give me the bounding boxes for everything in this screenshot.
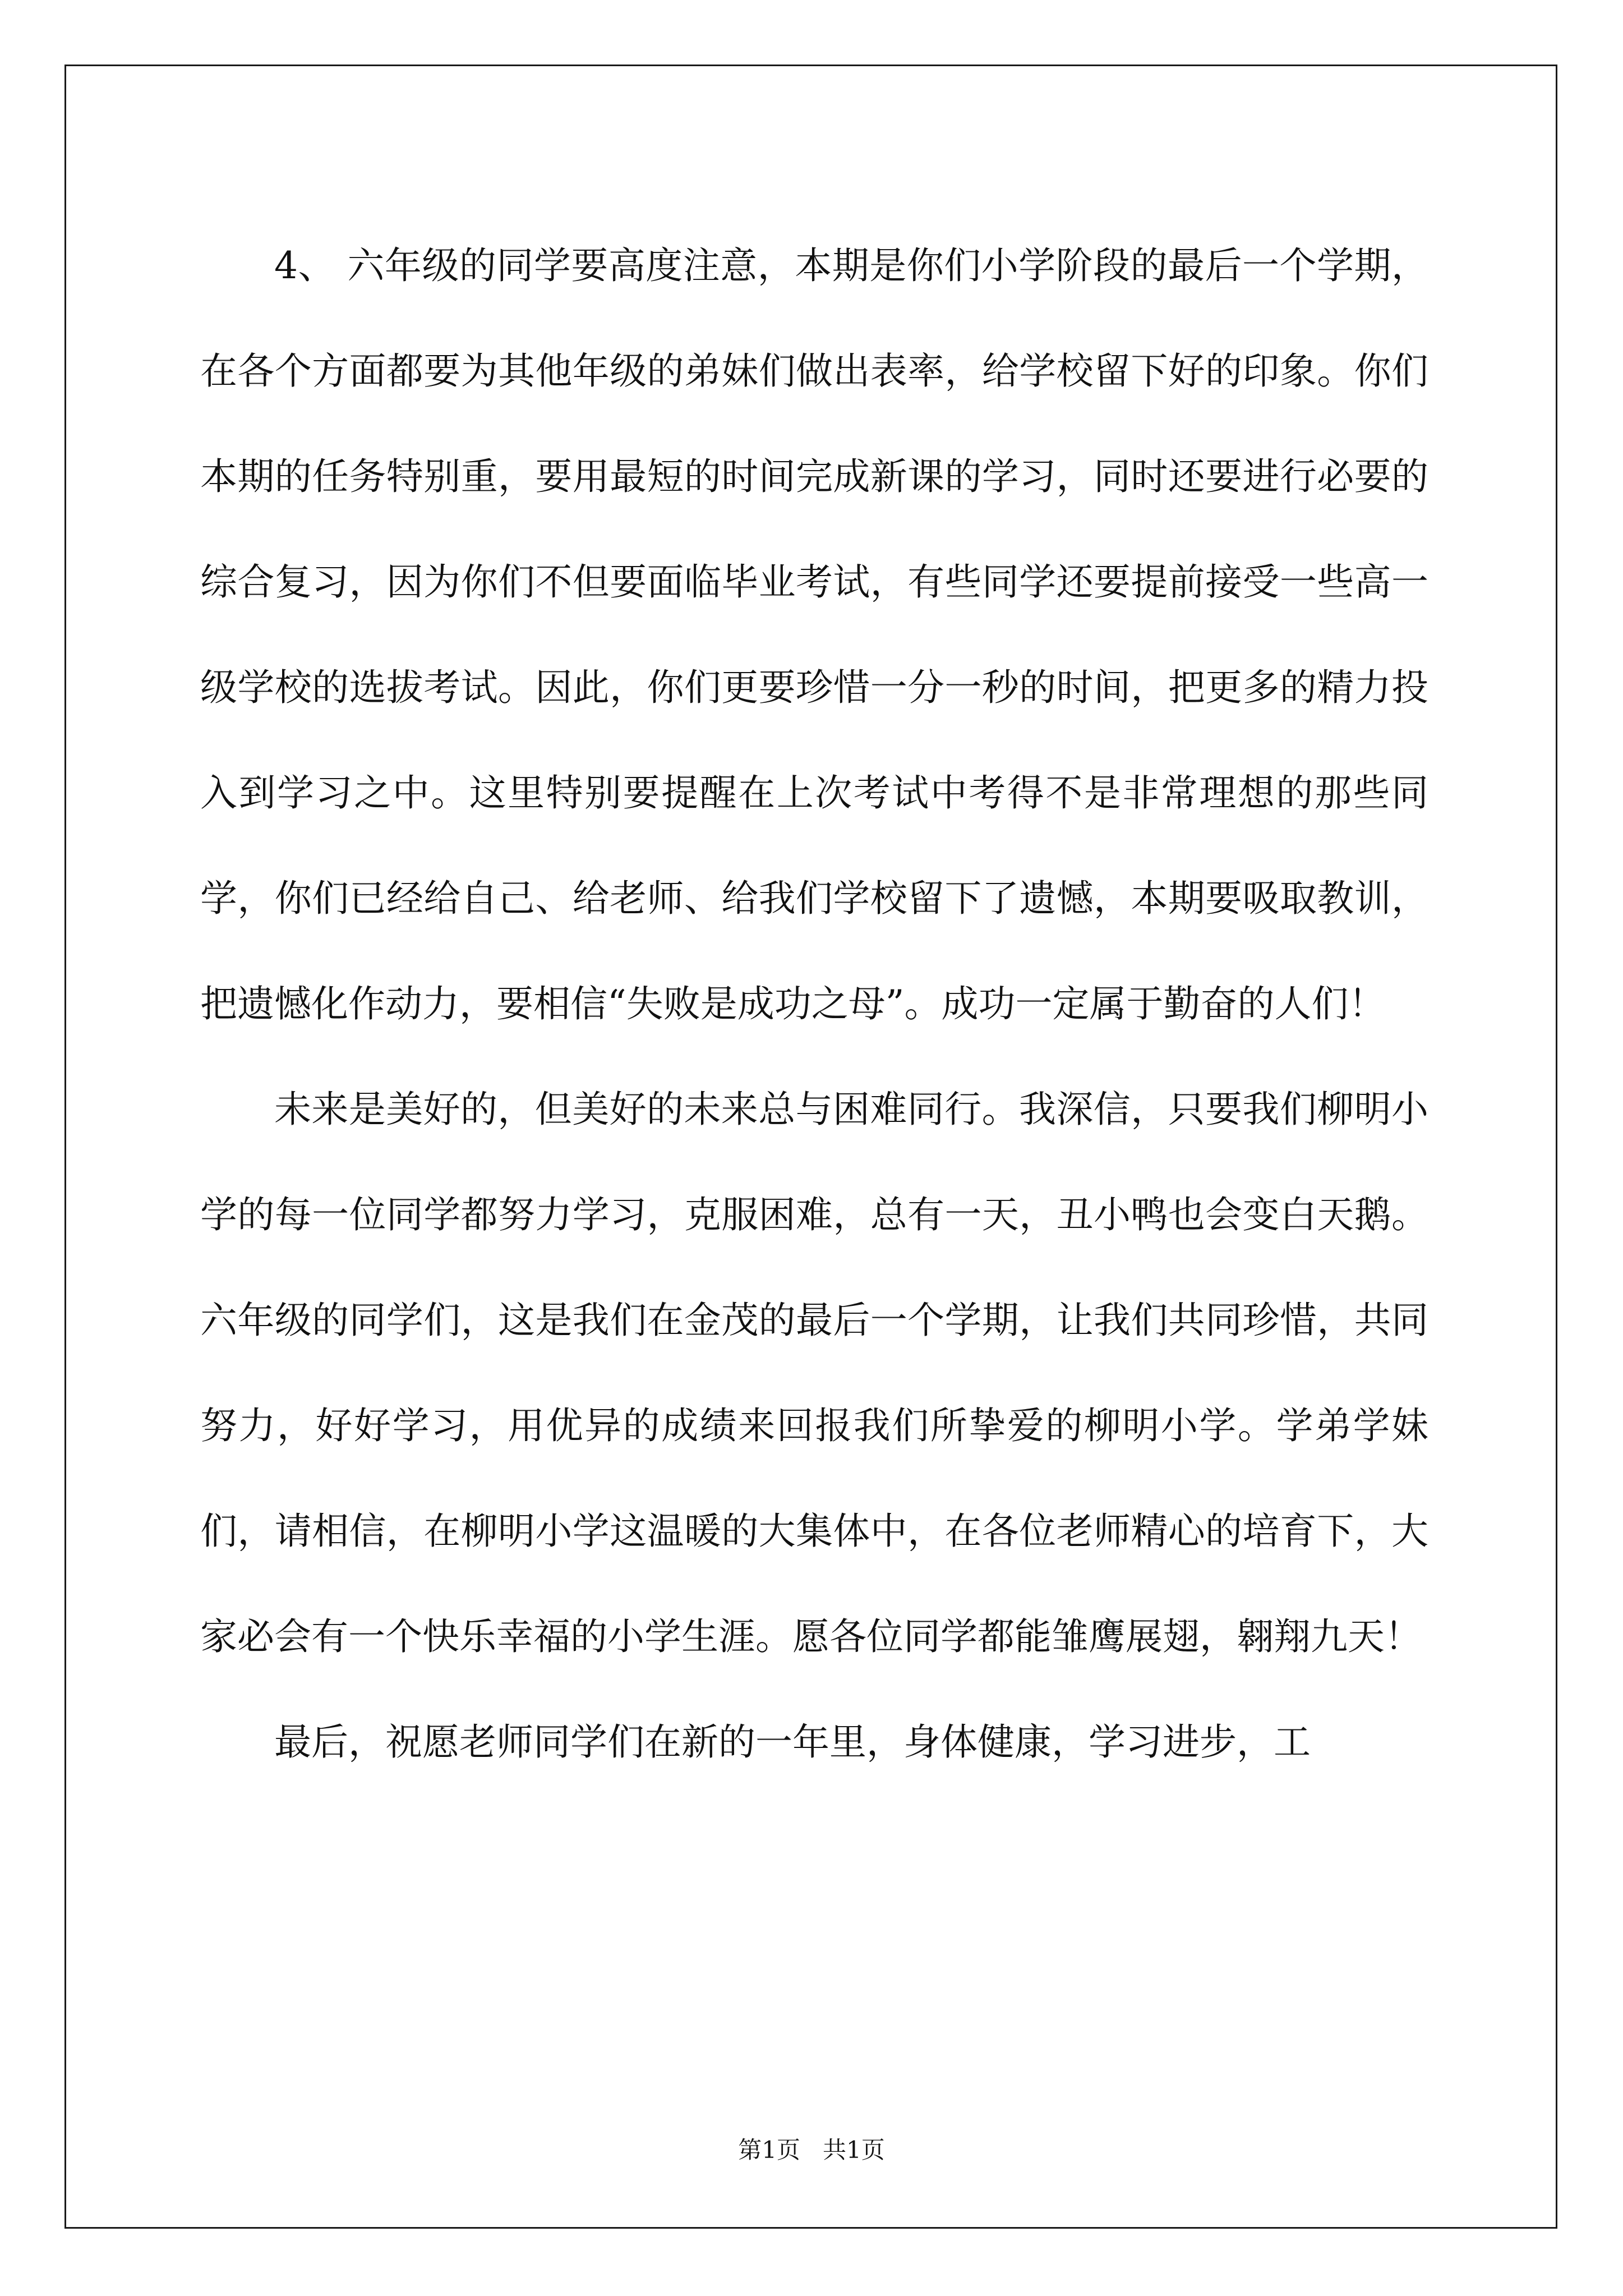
- paragraph-closing-wishes: 最后，祝愿老师同学们在新的一年里，身体健康，学习进步，工: [274, 1720, 1311, 1764]
- document-body: [200, 213, 1428, 1795]
- paragraph-future-encouragement: 未来是美好的，但美好的未来总与困难同行。我深信，只要我们柳明小学的每一位同学都努力学习，克服困难，总有一天，丑小鸭也会变白天鹅。六年级的同学们，这是我们在金茂的最后一个学期，让我们共同珍惜，共同努力，好好学习，用优异的成绩来回报我们所挚爱的柳明小学。学弟学妹们，请相信，在柳明小学这温暖的大集体中，在各位老师精心的培育下，大家必会有一个快乐幸福的小学生涯。愿各位同学都能雏鹰展翅，翱翔九天！: [200, 1088, 1428, 1658]
- paragraph-grade-six-notice: 4、 六年级的同学要高度注意，本期是你们小学阶段的最后一个学期，在各个方面都要为其他年级的弟妹们做出表率，给学校留下好的印象。你们本期的任务特别重，要用最短的时间完成新课的学习，同时还要进行必要的综合复习，因为你们不但要面临毕业考试，有些同学还要提前接受一些高一级学校的选拔考试。因此，你们更要珍惜一分一秒的时间，把更多的精力投入到学习之中。这里特别要提醒在上次考试中考得不是非常理想的那些同学，你们已经给自己、给老师、给我们学校留下了遗憾，本期要吸取教训，把遗憾化作动力，要相信“失败是成功之母”。成功一定属于勤奋的人们！: [200, 244, 1428, 1025]
- page-number-footer: 第1页 共1页: [738, 2136, 885, 2164]
